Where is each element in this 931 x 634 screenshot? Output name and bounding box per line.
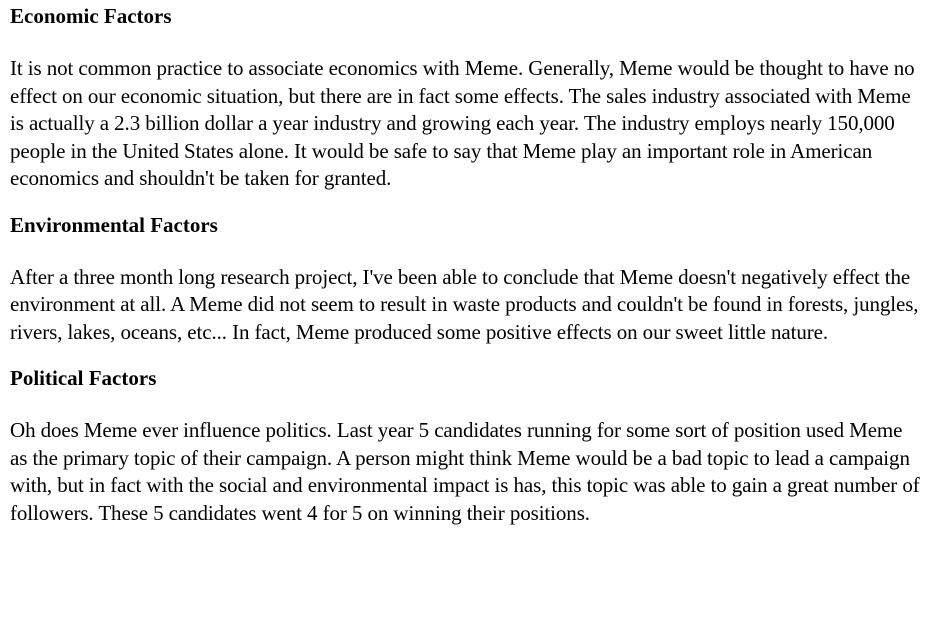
environmental-factors-heading: Environmental Factors	[10, 212, 218, 237]
political-factors-section	[10, 366, 921, 527]
political-factors-paragraph: Oh does Meme ever influence politics. Last year 5 candidates running for some sort of position used Meme as the primary topic of their campaign. A person might think Meme would be a bad topic to lead a campaign with, but in fact with the social and environmental impact is has, this topic was able to gain a great number of followers. These 5 candidates went 4 for 5 on winning their positions.	[10, 418, 920, 525]
environmental-factors-section	[10, 213, 921, 347]
economic-factors-section	[10, 4, 921, 193]
environmental-factors-paragraph: After a three month long research project, I've been able to conclude that Meme doesn't negatively effect the environment at all. A Meme did not seem to result in waste products and couldn't be found in forests, jungles, rivers, lakes, oceans, etc... In fact, Meme produced some positive effects on our sweet little nature.	[10, 264, 919, 344]
document-page	[0, 4, 931, 527]
economic-factors-paragraph: It is not common practice to associate economics with Meme. Generally, Meme would be thought to have no effect on our economic situation, but there are in fact some effects. The sales industry associated with Meme is actually a 2.3 billion dollar a year industry and growing each year. The industry employs nearly 150,000 people in the United States alone. It would be safe to say that Meme play an important role in American economics and shouldn't be taken for granted.	[10, 56, 915, 190]
economic-factors-heading: Economic Factors	[10, 4, 172, 28]
political-factors-heading: Political Factors	[10, 366, 157, 390]
